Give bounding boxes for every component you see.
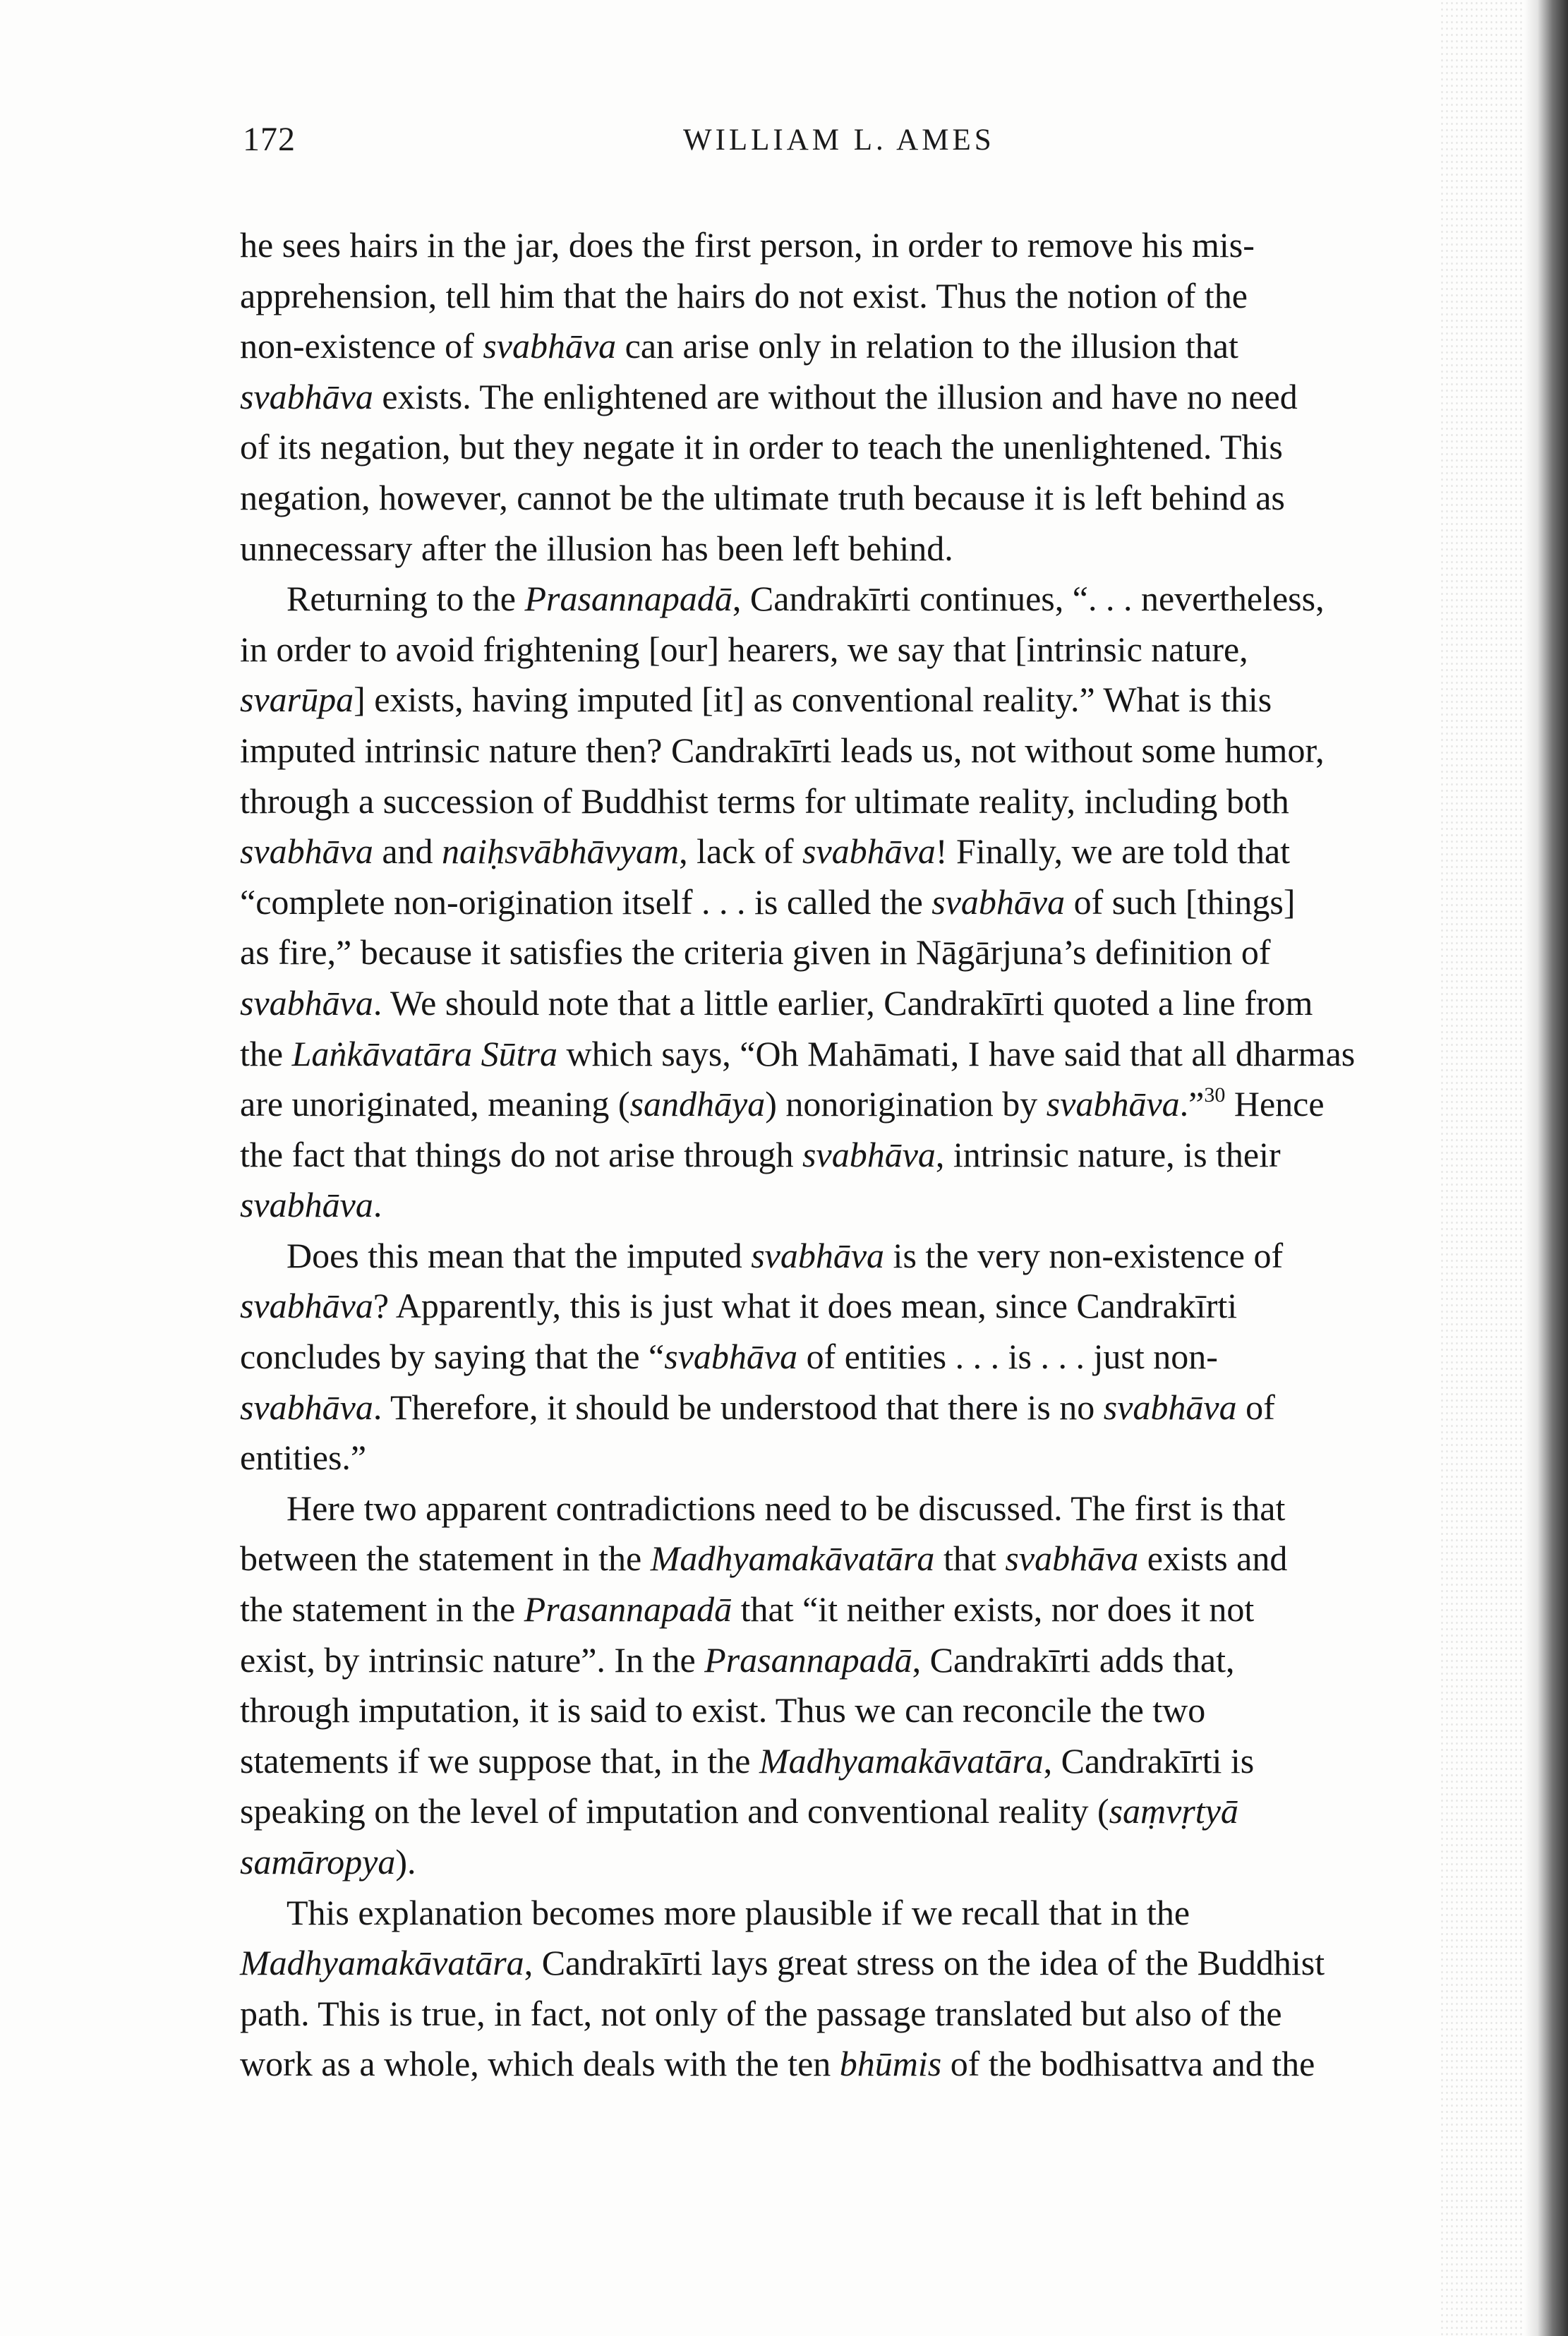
- italic-term: svabhāva: [751, 1235, 885, 1275]
- italic-term: saṃvṛtyā: [1109, 1791, 1238, 1831]
- text-span: through imputation, it is said to exist. Thus we can reconcile the two: [240, 1690, 1206, 1730]
- text-line: [240, 2039, 1468, 2090]
- italic-term: svabhāva: [1103, 1387, 1237, 1427]
- italic-term: Prasannapadā: [524, 1589, 732, 1630]
- text-span: work as a whole, which deals with the ten: [240, 2044, 840, 2084]
- text-span: .: [373, 1185, 382, 1225]
- text-span: that “it neither exists, nor does it not: [732, 1589, 1255, 1630]
- text-line: [240, 372, 1468, 423]
- text-span: negation, however, cannot be the ultimate truth because it is left behind as: [240, 477, 1285, 517]
- text-span: , lack of: [679, 831, 803, 872]
- paragraph-first-line: [240, 1483, 1468, 1534]
- italic-term: naiḥsvābhāvyam: [442, 831, 680, 872]
- text-line: [240, 726, 1468, 776]
- text-span: which says, “Oh Mahāmati, I have said that all dharmas: [557, 1033, 1356, 1073]
- italic-term: svabhāva: [664, 1337, 798, 1377]
- text-line: [240, 1534, 1468, 1584]
- italic-term: svarūpa: [240, 680, 354, 720]
- text-span: imputed intrinsic nature then? Candrakīrti leads us, not without some humor,: [240, 730, 1325, 770]
- text-span: . We should note that a little earlier, Candrakīrti quoted a line from: [373, 982, 1313, 1023]
- text-span: , Candrakīrti adds that,: [912, 1639, 1235, 1680]
- text-span: exist, by intrinsic nature”. In the: [240, 1639, 705, 1680]
- italic-term: bhūmis: [839, 2044, 942, 2084]
- text-span: of: [1236, 1387, 1275, 1427]
- text-line: [240, 776, 1468, 827]
- text-span: , Candrakīrti continues, “. . . nevertheless,: [732, 579, 1325, 619]
- italic-term: svabhāva: [240, 376, 373, 416]
- text-span: non-existence of: [240, 326, 483, 366]
- italic-term: Prasannapadā: [704, 1639, 912, 1680]
- text-span: This explanation becomes more plausible if we recall that in the: [287, 1892, 1190, 1932]
- text-span: between the statement in the: [240, 1539, 651, 1579]
- text-span: .”: [1179, 1084, 1205, 1124]
- text-span: of the bodhisattva and the: [941, 2044, 1315, 2084]
- italic-term: Laṅkāvatāra Sūtra: [291, 1033, 557, 1073]
- text-span: exists and: [1138, 1539, 1288, 1579]
- text-span: of entities . . . is . . . just non-: [797, 1337, 1218, 1377]
- text-line: [240, 422, 1468, 473]
- text-span: the fact that things do not arise through: [240, 1134, 803, 1174]
- text-span: of its negation, but they negate it in order to teach the unenlightened. This: [240, 427, 1283, 467]
- text-line: [240, 1130, 1468, 1181]
- text-span: Hence: [1225, 1084, 1325, 1124]
- text-line: [240, 1029, 1468, 1080]
- italic-term: samāropya: [240, 1842, 396, 1882]
- text-line: [240, 1685, 1468, 1736]
- text-line: [240, 1180, 1468, 1231]
- text-span: concludes by saying that the “: [240, 1337, 665, 1377]
- text-span: path. This is true, in fact, not only of the passage translated but also of the: [240, 1993, 1282, 2033]
- text-line: [240, 1584, 1468, 1635]
- italic-term: svabhāva: [1005, 1539, 1139, 1579]
- text-span: “complete non-origination itself . . . is called the: [240, 881, 932, 922]
- text-line: [240, 1736, 1468, 1787]
- italic-term: svabhāva: [240, 1387, 373, 1427]
- text-line: [240, 978, 1468, 1029]
- page-header: [243, 120, 1442, 169]
- text-span: and: [373, 831, 442, 872]
- text-span: in order to avoid frightening [our] hearers, we say that [intrinsic nature,: [240, 629, 1248, 669]
- text-span: of such [things]: [1065, 881, 1296, 922]
- italic-term: Madhyamakāvatāra: [759, 1740, 1044, 1781]
- text-span: ! Finally, we are told that: [935, 831, 1291, 872]
- text-span: through a succession of Buddhist terms for ultimate reality, including both: [240, 781, 1289, 821]
- text-line: [240, 927, 1468, 978]
- italic-term: svabhāva: [802, 1134, 936, 1174]
- text-span: entities.”: [240, 1438, 367, 1478]
- text-span: the statement in the: [240, 1589, 524, 1630]
- italic-term: svabhāva: [483, 326, 617, 366]
- text-line: [240, 1332, 1468, 1383]
- text-span: exists. The enlightened are without the illusion and have no need: [373, 376, 1298, 416]
- text-line: [240, 877, 1468, 928]
- text-span: , Candrakīrti lays great stress on the idea of the Buddhist: [524, 1943, 1325, 1983]
- italic-term: svabhāva: [931, 881, 1066, 922]
- text-span: ).: [395, 1842, 416, 1882]
- italic-term: svabhāva: [240, 982, 373, 1023]
- text-span: statements if we suppose that, in the: [240, 1740, 759, 1781]
- italic-term: svabhāva: [240, 1286, 373, 1326]
- text-span: that: [934, 1539, 1006, 1579]
- running-head: WILLIAM L. AMES: [683, 124, 995, 157]
- text-span: Returning to the: [287, 579, 525, 619]
- italic-term: Prasannapadā: [524, 579, 732, 619]
- text-span: unnecessary after the illusion has been left behind.: [240, 528, 953, 568]
- text-span: Does this mean that the imputed: [287, 1235, 752, 1275]
- text-line: [240, 1786, 1468, 1837]
- text-span: can arise only in relation to the illusion that: [616, 326, 1238, 366]
- text-span: , intrinsic nature, is their: [935, 1134, 1281, 1174]
- text-line: [240, 1938, 1468, 1989]
- text-span: the: [240, 1033, 292, 1073]
- text-line: [240, 220, 1468, 271]
- text-line: [240, 1281, 1468, 1332]
- text-span: speaking on the level of imputation and conventional reality (: [240, 1791, 1109, 1831]
- footnote-marker: 30: [1204, 1083, 1226, 1107]
- text-span: Here two apparent contradictions need to be discussed. The first is that: [287, 1488, 1286, 1528]
- italic-term: svabhāva: [1046, 1084, 1180, 1124]
- text-span: ? Apparently, this is just what it does mean, since Candrakīrti: [373, 1286, 1238, 1326]
- italic-term: Madhyamakāvatāra: [240, 1943, 524, 1983]
- text-line: [240, 473, 1468, 524]
- text-line: [240, 1079, 1468, 1130]
- paragraph-first-line: [240, 1231, 1468, 1282]
- text-line: [240, 625, 1468, 675]
- italic-term: sandhāya: [629, 1084, 766, 1124]
- page-number: 172: [243, 121, 296, 158]
- text-line: [240, 271, 1468, 322]
- body-text: [240, 220, 1468, 2090]
- text-span: . Therefore, it should be understood that there is no: [373, 1387, 1104, 1427]
- text-span: is the very non-existence of: [884, 1235, 1284, 1275]
- text-span: as fire,” because it satisfies the criteria given in Nāgārjuna’s definition of: [240, 932, 1271, 973]
- italic-term: svabhāva: [240, 831, 373, 872]
- text-line: [240, 675, 1468, 726]
- page-edge-shadow: [1524, 0, 1568, 2336]
- paragraph-first-line: [240, 574, 1468, 625]
- text-line: [240, 321, 1468, 372]
- italic-term: svabhāva: [240, 1185, 373, 1225]
- text-line: [240, 826, 1468, 877]
- text-span: ] exists, having imputed [it] as conventional reality.” What is this: [354, 680, 1272, 720]
- text-span: he sees hairs in the jar, does the first person, in order to remove his mis-: [240, 225, 1255, 265]
- italic-term: svabhāva: [802, 831, 936, 872]
- text-span: apprehension, tell him that the hairs do not exist. Thus the notion of the: [240, 275, 1248, 315]
- paragraph-first-line: [240, 1888, 1468, 1939]
- text-span: are unoriginated, meaning (: [240, 1084, 630, 1124]
- text-line: [240, 1635, 1468, 1686]
- text-span: ) nonorigination by: [765, 1084, 1047, 1124]
- text-line: [240, 1383, 1468, 1433]
- text-line: [240, 1837, 1468, 1888]
- text-span: , Candrakīrti is: [1043, 1740, 1255, 1781]
- italic-term: Madhyamakāvatāra: [650, 1539, 935, 1579]
- text-line: [240, 524, 1468, 574]
- text-line: [240, 1433, 1468, 1483]
- text-line: [240, 1989, 1468, 2040]
